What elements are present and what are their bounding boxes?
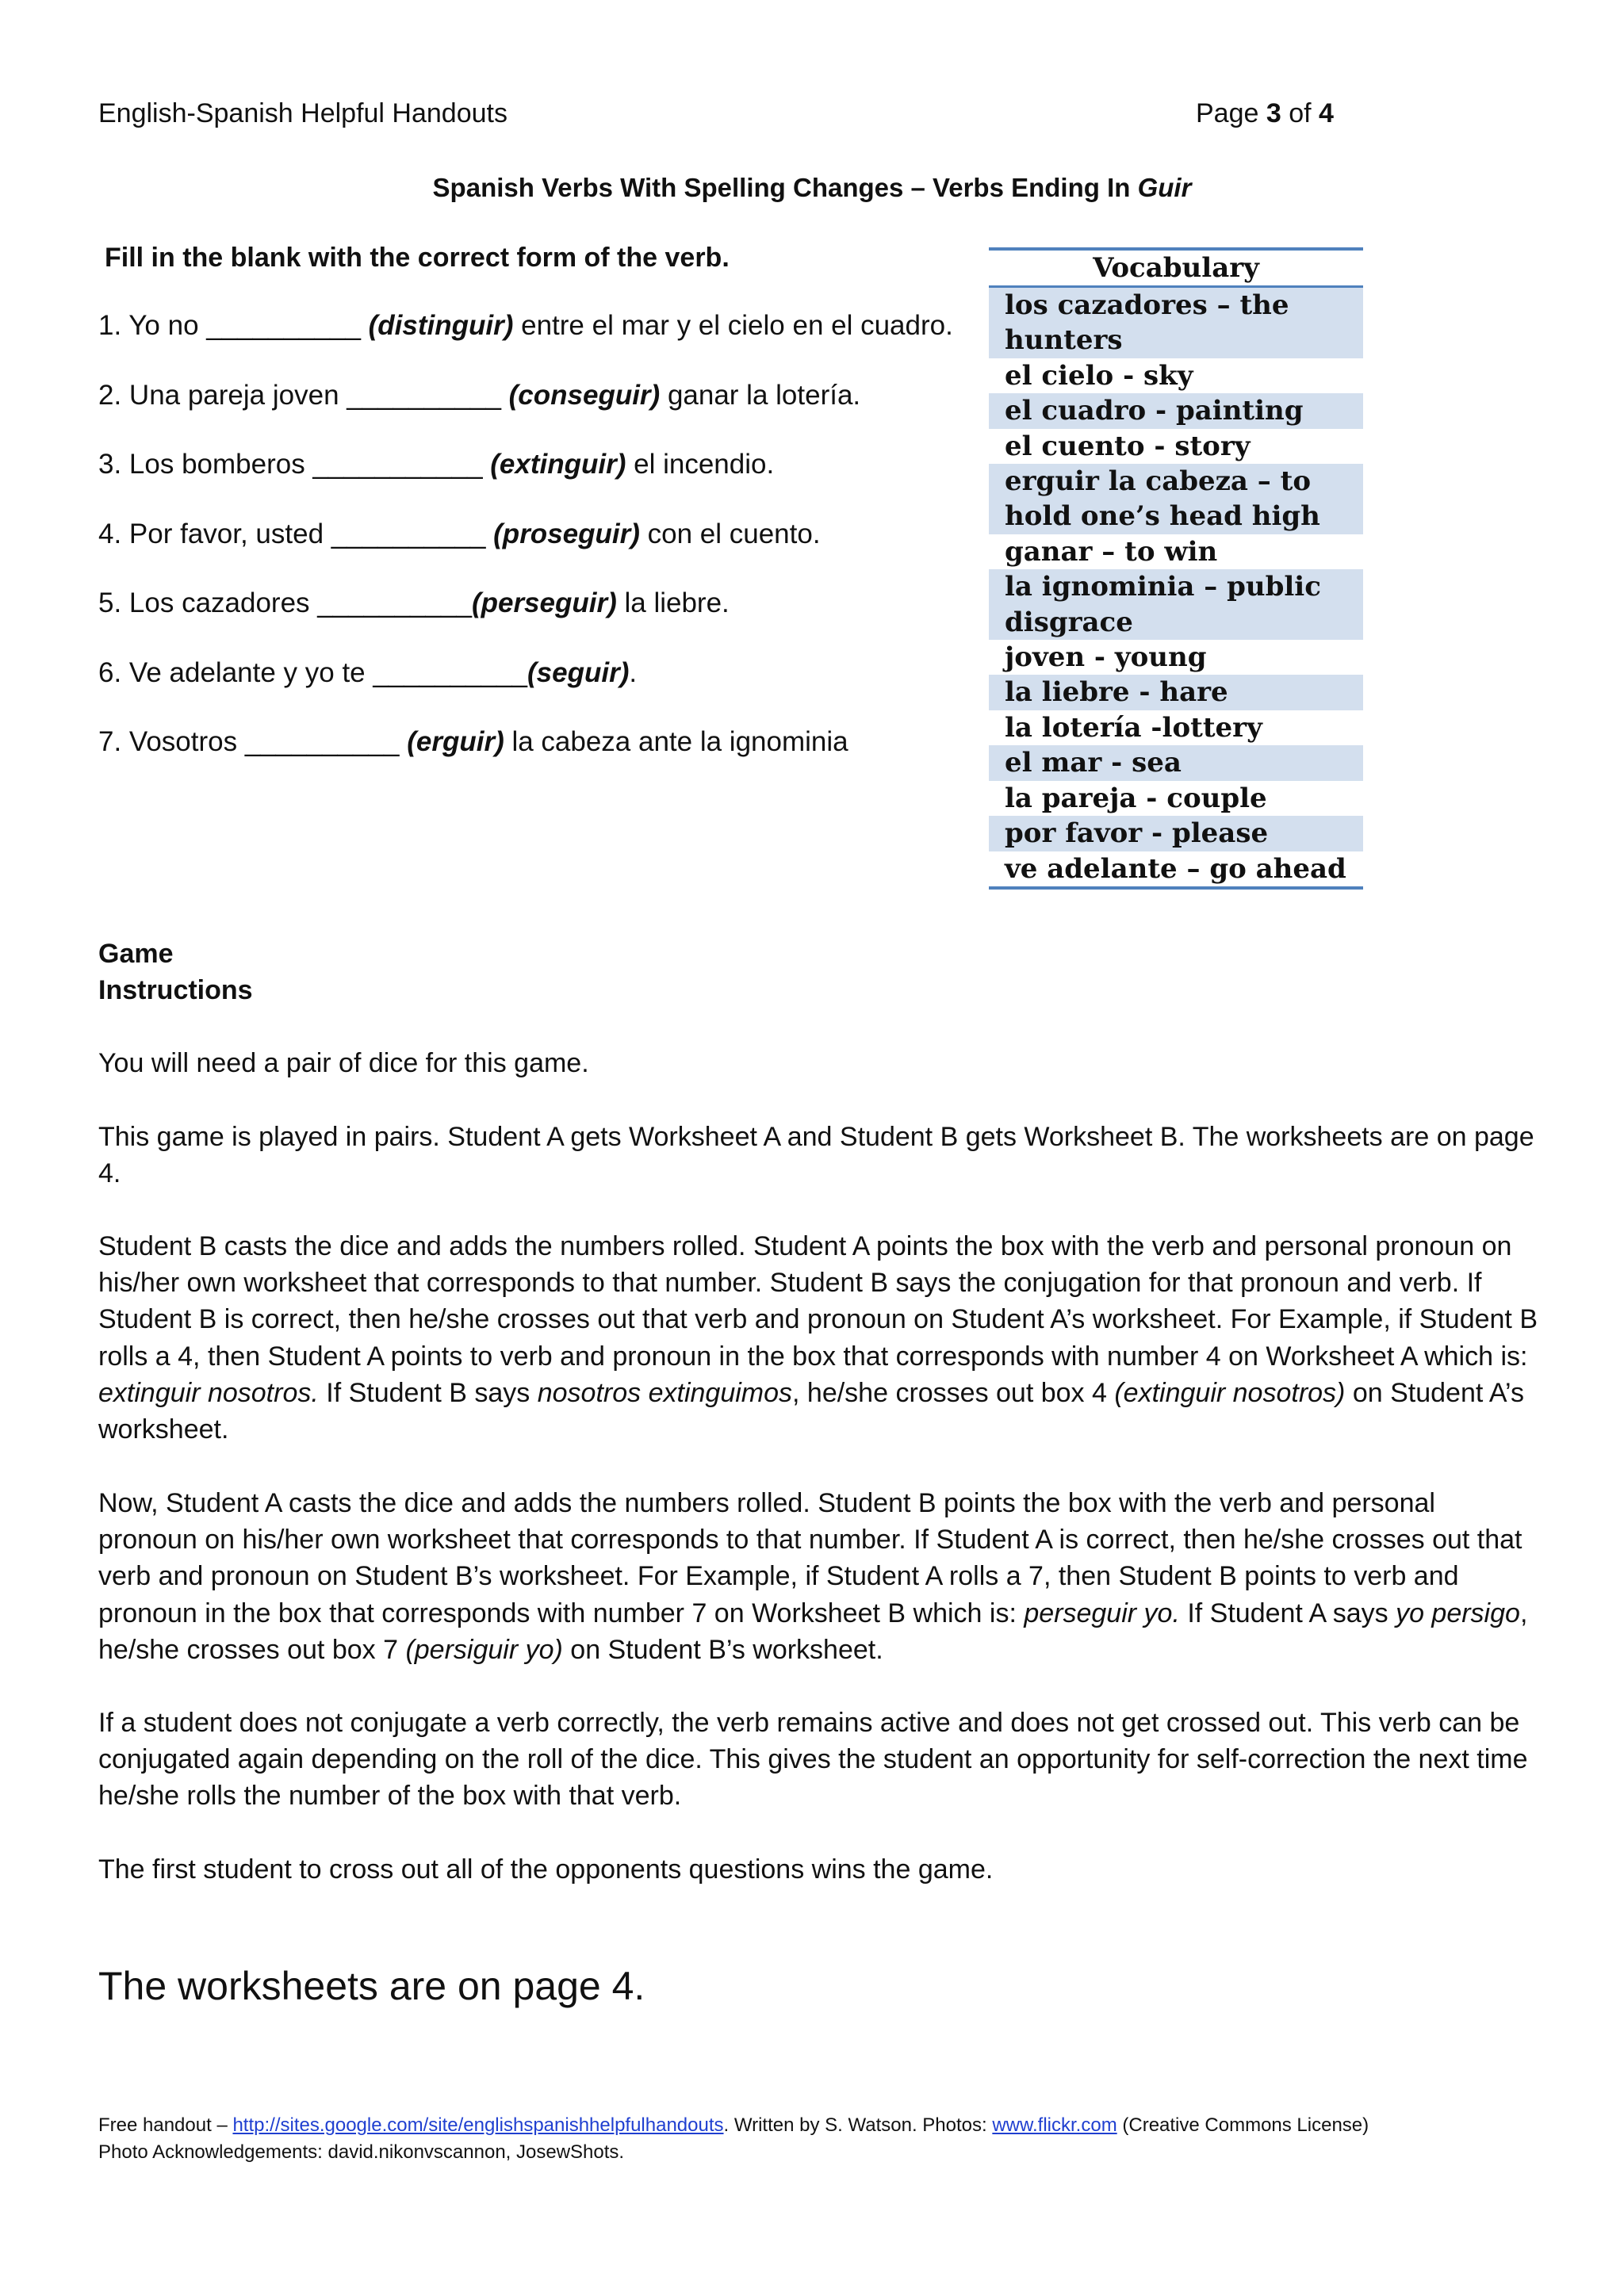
exercise-item: 5. Los cazadores __________(perseguir) la liebre.: [98, 587, 730, 618]
footer-line-2: Photo Acknowledgements: david.nikonvscannon, JosewShots.: [98, 2141, 625, 2163]
game-paragraph: Student B casts the dice and adds the numbers rolled. Student A points the box with the verb and personal pronoun on his/her own worksheet that corresponds to that number. Student B says the conjugation for that pronoun and verb. If Student B is correct, then he/she crosses out that verb and pronoun on Student A’s worksheet. For Example, if Student B rolls a 4, then Student A points to verb and pronoun in the box that corresponds with number 4 on Worksheet A which is: extinguir nosotros. If Student B says nosotros extinguimos, he/she crosses out box 4 (extinguir nosotros) on Student A’s worksheet.: [98, 1231, 1538, 1445]
footer-line-1: Free handout – http://sites.google.com/site/englishspanishhelpfulhandouts. Written by S. Watson. Photos: www.flickr.com (Creative Commons License): [98, 2114, 1369, 2136]
exercise-item: 7. Vosotros __________ (erguir) la cabeza ante la ignominia: [98, 726, 848, 757]
vocabulary-row: el cuadro - painting: [989, 393, 1363, 428]
vocabulary-row: la liebre - hare: [989, 675, 1363, 710]
vocabulary-row: el mar - sea: [989, 745, 1363, 780]
vocabulary-row: ve adelante – go ahead: [1005, 852, 1346, 885]
worksheets-note: The worksheets are on page 4.: [98, 1964, 645, 2008]
header-title: English-Spanish Helpful Handouts: [98, 98, 508, 128]
vocabulary-heading: Vocabulary: [989, 251, 1363, 288]
vocabulary-row: la lotería -lottery: [1005, 711, 1262, 744]
vocabulary-row: disgrace: [989, 605, 1363, 640]
vocabulary-row: la ignominia – public: [989, 569, 1363, 604]
exercise-item: 1. Yo no __________ (distinguir) entre el mar y el cielo en el cuadro.: [98, 310, 953, 341]
vocabulary-row: joven - young: [1005, 641, 1207, 674]
exercise-item: 4. Por favor, usted __________ (proseguir) con el cuento.: [98, 519, 821, 549]
game-paragraph: You will need a pair of dice for this game.: [98, 1048, 589, 1078]
game-paragraph: The first student to cross out all of the opponents questions wins the game.: [98, 1854, 994, 1885]
vocabulary-row: por favor - please: [989, 816, 1363, 851]
vocabulary-row: el cielo - sky: [1005, 359, 1193, 392]
game-paragraph: This game is played in pairs. Student A gets Worksheet A and Student B gets Worksheet B. The worksheets are on page 4.: [98, 1122, 1534, 1189]
game-paragraph: If a student does not conjugate a verb correctly, the verb remains active and does not get crossed out. This verb can be conjugated again depending on the roll of the dice. This gives the student an opportunity for self-correction the next time he/she rolls the number of the box with that verb.: [98, 1708, 1528, 1812]
footer: [98, 2112, 1565, 2166]
vocabulary-table: [989, 247, 1363, 890]
vocabulary-row: la pareja - couple: [1005, 782, 1267, 814]
exercise-item: 3. Los bomberos ___________ (extinguir) el incendio.: [98, 449, 775, 480]
game-instructions-heading: Game Instructions: [98, 939, 253, 1005]
vocabulary-row: hold one’s head high: [989, 499, 1363, 534]
exercise-item: 2. Una pareja joven __________ (conseguir) ganar la lotería.: [98, 380, 861, 411]
handouts-link[interactable]: http://sites.google.com/site/englishspanishhelpfulhandouts: [232, 2114, 724, 2136]
vocabulary-row: el cuento - story: [1005, 430, 1251, 462]
vocabulary-row: hunters: [989, 323, 1363, 358]
page-title: Spanish Verbs With Spelling Changes – Verbs Ending In Guir: [432, 173, 1192, 202]
exercise-instruction: Fill in the blank with the correct form of the verb.: [105, 243, 730, 273]
vocabulary-row: los cazadores – the: [989, 288, 1363, 323]
vocabulary-row: ganar – to win: [1005, 535, 1218, 568]
page-indicator: Page 3 of 4: [1196, 98, 1334, 128]
game-paragraph: Now, Student A casts the dice and adds the numbers rolled. Student B points the box with the verb and personal pronoun on his/her own worksheet that corresponds to that number. If Student A is correct, then he/she crosses out that verb and pronoun on Student B’s worksheet. For Example, if Student A rolls a 7, then Student B points to verb and pronoun in the box that corresponds with number 7 on Worksheet B which is: perseguir yo. If Student A says yo persigo, he/she crosses out box 7 (persiguir yo) on Student B’s worksheet.: [98, 1488, 1528, 1665]
vocabulary-row: erguir la cabeza – to: [989, 464, 1363, 499]
flickr-link[interactable]: www.flickr.com: [992, 2114, 1117, 2136]
exercise-item: 6. Ve adelante y yo te __________(seguir).: [98, 657, 638, 688]
